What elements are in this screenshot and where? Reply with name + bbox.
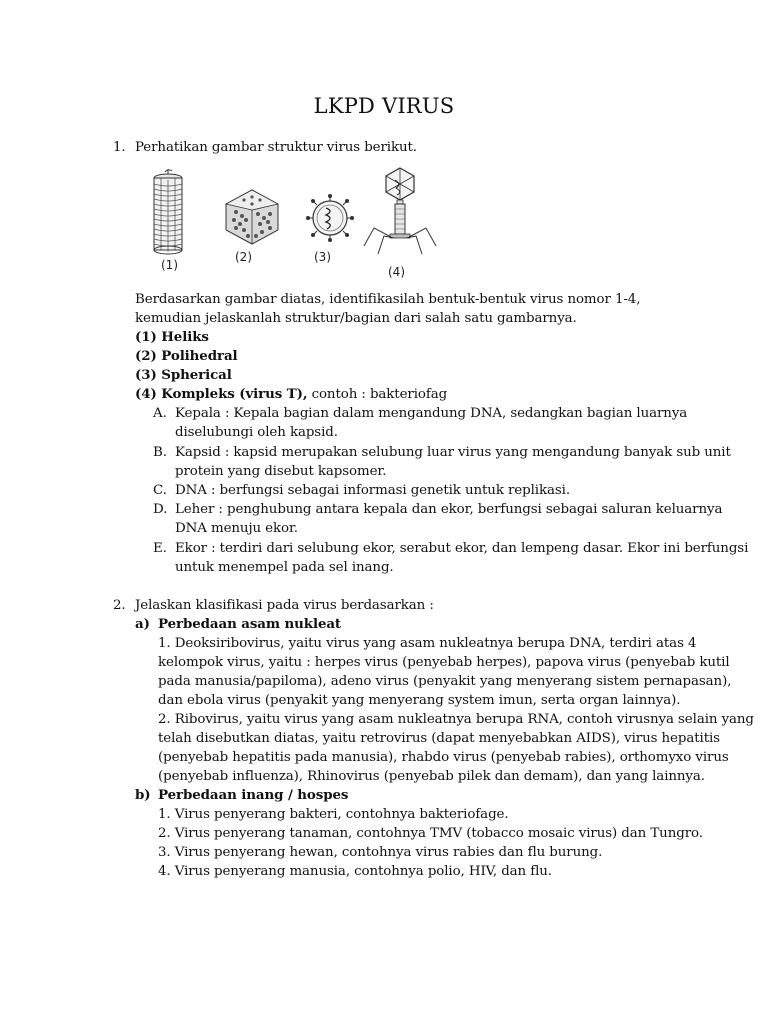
part-d-letter: D. [153,502,168,517]
answer-2: (2) Polihedral [135,348,238,364]
part-e-line-2: untuk menempel pada sel inang. [175,560,394,575]
q2a-line-1: 1. Deoksiribovirus, yaitu virus yang asam nukleatnya berupa DNA, terdiri atas 4 [158,636,697,651]
q2b-line-4: 4. Virus penyerang manusia, contohnya polio, HIV, dan flu. [158,864,552,879]
q2b-line-2: 2. Virus penyerang tanaman, contohnya TMV (tobacco mosaic virus) dan Tungro. [158,826,703,841]
q2a-line-7: (penyebab hepatitis pada manusia), rhabdo virus (penyebab rabies), orthomyxo virus [158,750,729,765]
part-d-line-2: DNA menuju ekor. [175,521,298,536]
q2a-line-2: kelompok virus, yaitu : herpes virus (penyebab herpes), papova virus (penyebab kutil [158,655,730,670]
q2a-letter: a) [135,616,150,632]
answer-4 [135,385,447,404]
q2a-line-3: pada manusia/papiloma), adeno virus (penyakit yang menyerang sistem pernapasan), [158,674,732,689]
answer-1: (1) Heliks [135,329,209,345]
virus-structure-figure [140,166,440,286]
part-c-letter: C. [153,483,167,498]
part-b-line-2: protein yang disebut kapsomer. [175,464,387,479]
q2a-line-8: (penyebab influenza), Rhinovirus (penyebab pilek dan demam), dan yang lainnya. [158,769,705,784]
q2b-heading: Perbedaan inang / hospes [158,787,349,803]
q1-instruction-line-2: kemudian jelaskanlah struktur/bagian dari salah satu gambarnya. [135,311,577,326]
figure-label-2: (2) [235,250,252,264]
part-d-line-1: Leher : penghubung antara kepala dan ekor, berfungsi sebagai saluran keluarnya [175,502,723,517]
q2a-line-5: 2. Ribovirus, yaitu virus yang asam nukleatnya berupa RNA, contoh virusnya selain yang [158,712,754,727]
figure-label-3: (3) [314,250,331,264]
q2-number: 2. [113,598,126,613]
q1-prompt: Perhatikan gambar struktur virus berikut. [135,140,417,155]
q2-prompt: Jelaskan klasifikasi pada virus berdasarkan : [135,598,434,613]
part-a-line-2: diselubungi oleh kapsid. [175,425,338,440]
page-title: LKPD VIRUS [313,94,455,118]
spherical-virus-image [306,194,354,242]
part-e-letter: E. [153,541,167,556]
figure-label-1: (1) [161,258,178,272]
bacteriophage-image [362,166,438,258]
answer-3: (3) Spherical [135,367,232,383]
part-c-line-1: DNA : berfungsi sebagai informasi genetik untuk replikasi. [175,483,570,498]
polyhedral-virus-image [222,188,282,246]
part-a-line-1: Kepala : Kepala bagian dalam mengandung DNA, sedangkan bagian luarnya [175,406,688,421]
part-b-line-1: Kapsid : kapsid merupakan selubung luar virus yang mengandung banyak sub unit [175,445,731,460]
part-b-letter: B. [153,445,167,460]
q2a-line-4: dan ebola virus (penyakit yang menyerang system imun, serta organ lainnya). [158,693,681,708]
part-a-letter: A. [153,406,167,421]
part-e-line-1: Ekor : terdiri dari selubung ekor, serabut ekor, dan lempeng dasar. Ekor ini berfungsi [175,541,749,556]
q2a-heading: Perbedaan asam nukleat [158,616,342,632]
q2b-line-1: 1. Virus penyerang bakteri, contohnya bakteriofage. [158,807,509,822]
q1-instruction-line-1: Berdasarkan gambar diatas, identifikasilah bentuk-bentuk virus nomor 1-4, [135,292,641,307]
q1-number: 1. [113,140,126,155]
q2b-line-3: 3. Virus penyerang hewan, contohnya virus rabies dan flu burung. [158,845,603,860]
q2b-letter: b) [135,787,151,803]
answer-4-type: (4) Kompleks (virus T), [135,386,308,402]
helical-virus-image [150,172,186,256]
answer-4-example: contoh : bakteriofag [307,387,448,402]
q2a-line-6: telah disebutkan diatas, yaitu retrovirus (dapat menyebabkan AIDS), virus hepatitis [158,731,720,746]
figure-label-4: (4) [388,265,405,279]
